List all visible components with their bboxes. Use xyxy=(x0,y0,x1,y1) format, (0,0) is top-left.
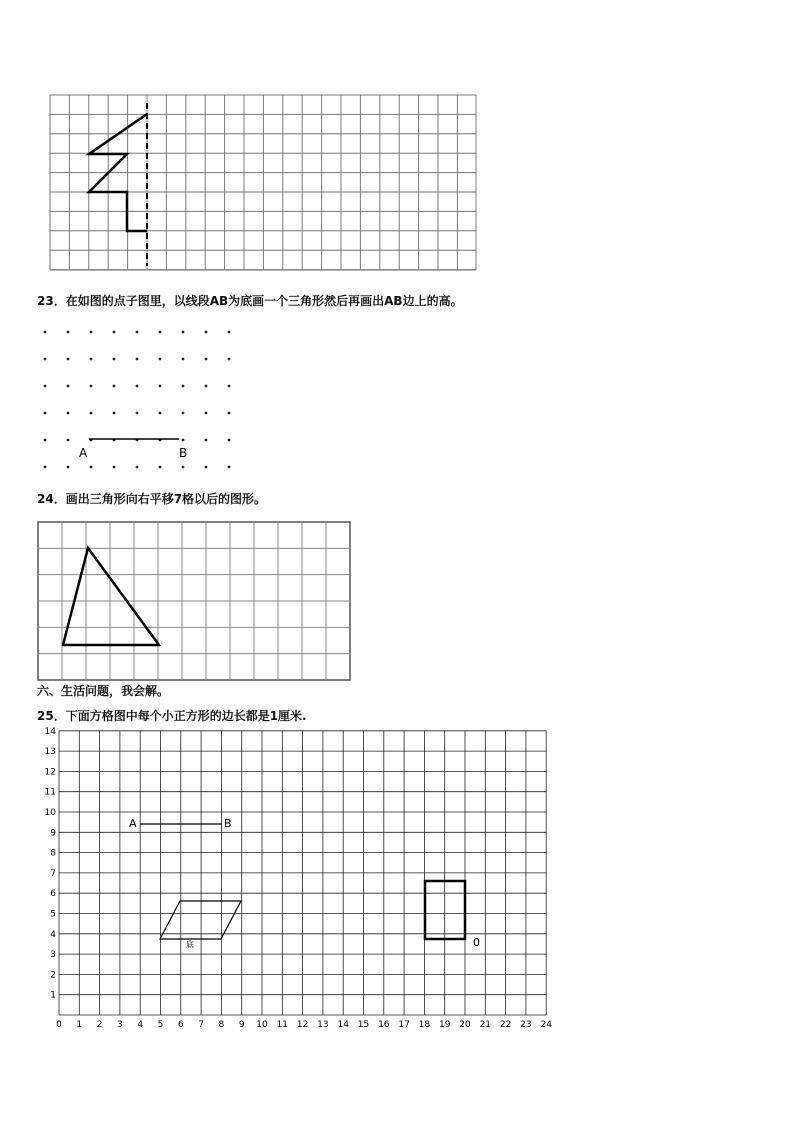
grid-dot xyxy=(136,358,139,361)
y-tick-label: 9 xyxy=(50,828,56,839)
x-tick-label: 16 xyxy=(378,1020,390,1030)
coordinate-grid-figure xyxy=(0,726,600,1035)
grid-dot xyxy=(44,412,47,415)
y-tick-label: 14 xyxy=(44,726,56,737)
point-a-label-2: A xyxy=(129,817,137,830)
y-tick-label: 1 xyxy=(50,990,56,1001)
grid-dot xyxy=(205,412,208,415)
grid-dot xyxy=(182,439,185,442)
grid-dot xyxy=(136,385,139,388)
grid-dot xyxy=(228,385,231,388)
x-tick-label: 17 xyxy=(398,1020,410,1030)
x-tick-label: 8 xyxy=(218,1020,225,1030)
x-tick-label: 22 xyxy=(499,1020,512,1030)
triangle-shape xyxy=(63,548,159,645)
grid-dot xyxy=(67,412,70,415)
grid-dot xyxy=(182,358,185,361)
x-tick-label: 0 xyxy=(56,1020,62,1030)
grid-dot xyxy=(44,439,47,442)
grid-dot xyxy=(228,466,231,469)
grid-dot xyxy=(205,466,208,469)
x-tick-label: 11 xyxy=(276,1020,289,1030)
grid-dot xyxy=(90,385,93,388)
point-b-label-2: B xyxy=(224,817,232,830)
grid-dot xyxy=(182,412,185,415)
question-24-text: 24．画出三角形向右平移7格以后的图形。 xyxy=(37,492,267,506)
y-tick-label: 6 xyxy=(50,889,56,900)
grid-dot xyxy=(159,412,162,415)
base-label: 底 xyxy=(186,940,194,949)
y-tick-label: 11 xyxy=(44,787,56,798)
grid-dot xyxy=(136,331,139,334)
x-tick-label: 23 xyxy=(520,1020,532,1030)
point-a-label: A xyxy=(79,446,88,460)
grid-dot xyxy=(113,331,116,334)
y-tick-label: 13 xyxy=(44,747,56,758)
grid-dot xyxy=(159,466,162,469)
grid-dot xyxy=(136,412,139,415)
grid-dot xyxy=(113,385,116,388)
grid-dot xyxy=(205,331,208,334)
y-tick-label: 4 xyxy=(50,929,56,940)
x-tick-label: 21 xyxy=(479,1020,492,1030)
grid-dot xyxy=(44,358,47,361)
question-23-text: 23．在如图的点子图里，以线段AB为底画一个三角形然后再画出AB边上的高。 xyxy=(37,294,463,308)
symmetry-grid-figure xyxy=(0,0,794,280)
grid-dot xyxy=(159,358,162,361)
grid-dot xyxy=(182,385,185,388)
grid-dot xyxy=(67,358,70,361)
grid-dot xyxy=(159,331,162,334)
grid-dot xyxy=(159,385,162,388)
parallelogram-shape xyxy=(160,901,241,939)
point-o-label: 0 xyxy=(473,936,480,949)
y-tick-label: 10 xyxy=(44,808,56,818)
grid-dot xyxy=(228,412,231,415)
grid-dot xyxy=(182,331,185,334)
x-tick-label: 19 xyxy=(438,1020,451,1030)
grid-dot xyxy=(44,466,47,469)
grid-dot xyxy=(67,439,70,442)
y-tick-label: 5 xyxy=(50,909,56,920)
grid-dot xyxy=(90,358,93,361)
grid-dot xyxy=(136,466,139,469)
grid-dot xyxy=(228,331,231,334)
grid-dot xyxy=(182,466,185,469)
grid-dot xyxy=(228,439,231,442)
grid-dot xyxy=(90,331,93,334)
x-tick-label: 12 xyxy=(296,1020,309,1030)
x-tick-label: 14 xyxy=(337,1020,349,1030)
grid-dot xyxy=(44,385,47,388)
x-tick-label: 3 xyxy=(117,1020,123,1030)
x-tick-label: 15 xyxy=(357,1020,370,1030)
x-tick-label: 9 xyxy=(238,1020,245,1030)
x-tick-label: 6 xyxy=(177,1020,184,1030)
grid-dot xyxy=(113,466,116,469)
grid-dot xyxy=(205,385,208,388)
point-b-label: B xyxy=(179,446,188,460)
x-tick-label: 5 xyxy=(157,1020,164,1030)
x-tick-label: 20 xyxy=(459,1020,471,1030)
x-tick-label: 10 xyxy=(256,1020,268,1030)
grid-dot xyxy=(113,358,116,361)
x-tick-label: 4 xyxy=(137,1020,144,1030)
question-25-text: 25．下面方格图中每个小正方形的边长都是1厘米. xyxy=(37,709,307,723)
grid-dot xyxy=(228,358,231,361)
grid-dot xyxy=(67,466,70,469)
translation-grid-figure xyxy=(0,510,400,680)
grid-dot xyxy=(67,331,70,334)
x-tick-label: 18 xyxy=(418,1020,431,1030)
y-tick-label: 3 xyxy=(50,950,56,961)
x-tick-label: 1 xyxy=(76,1020,83,1030)
grid-dot xyxy=(205,358,208,361)
grid-dot xyxy=(90,412,93,415)
section-6-heading: 六、生活问题，我会解。 xyxy=(37,684,170,698)
y-tick-label: 7 xyxy=(50,868,56,879)
y-tick-label: 2 xyxy=(50,970,56,981)
x-tick-label: 13 xyxy=(317,1020,329,1030)
grid-dot xyxy=(90,466,93,469)
grid-dot xyxy=(44,331,47,334)
y-tick-label: 8 xyxy=(50,848,56,859)
dot-grid-figure xyxy=(0,320,300,480)
y-tick-label: 12 xyxy=(44,767,56,778)
x-tick-label: 7 xyxy=(198,1020,204,1030)
x-tick-label: 2 xyxy=(96,1020,103,1030)
grid-dot xyxy=(67,385,70,388)
grid-dot xyxy=(205,439,208,442)
x-tick-label: 24 xyxy=(540,1020,552,1030)
grid-dot xyxy=(113,412,116,415)
